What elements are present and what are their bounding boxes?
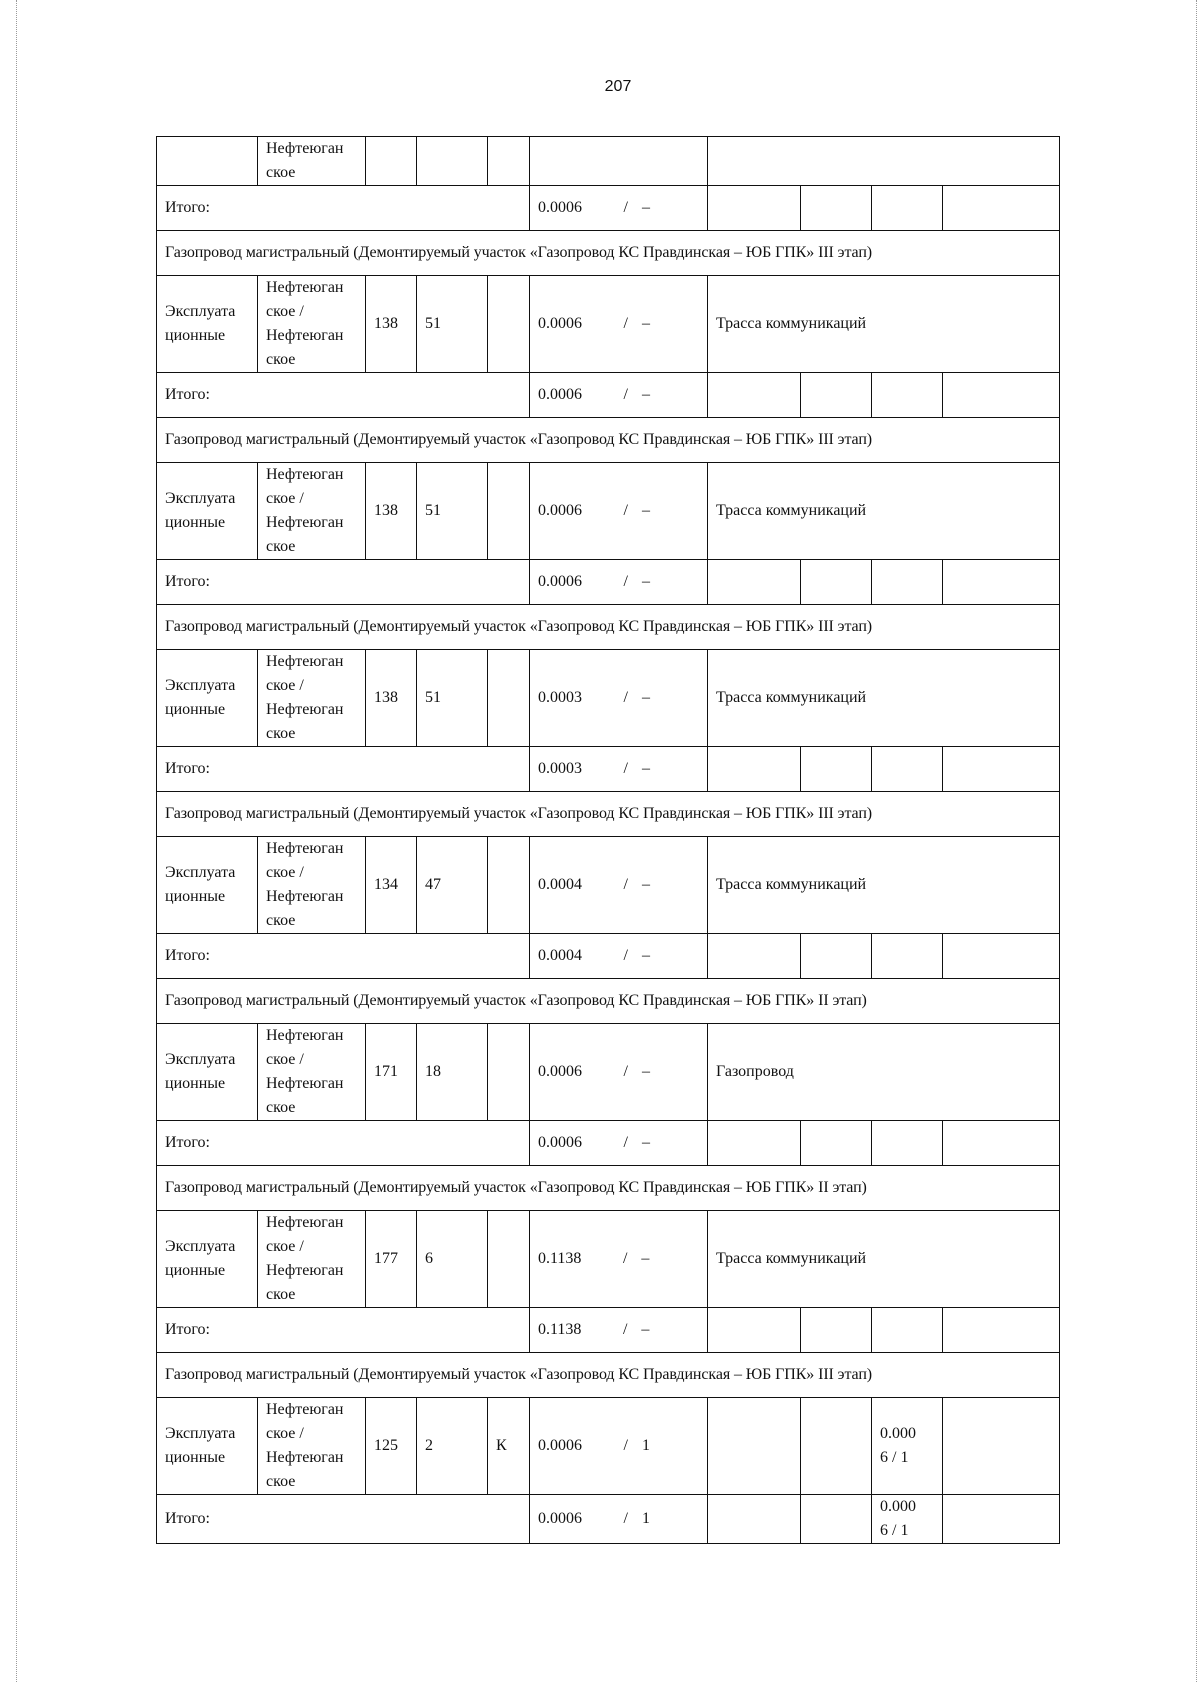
plot-number: 2 <box>417 1398 488 1495</box>
area-cell <box>530 1398 708 1495</box>
total-row <box>157 186 1060 231</box>
section-header-row <box>157 605 1060 650</box>
section-title: Газопровод магистральный (Демонтируемый участок «Газопровод КС Правдинская – ЮБ ГПК» III этап) <box>157 792 1060 837</box>
purpose-cell: Трасса коммуникаций <box>708 650 1060 747</box>
mark-cell: К <box>488 1398 530 1495</box>
area-value: 0.0003 <box>538 689 582 706</box>
district-cell <box>258 650 366 747</box>
plot-number: 51 <box>417 463 488 560</box>
area-cell <box>530 837 708 934</box>
total-label: Итого: <box>157 1495 530 1544</box>
table-row <box>157 650 1060 747</box>
total-row <box>157 747 1060 792</box>
plot-cell <box>417 137 488 186</box>
block-number: 138 <box>366 650 417 747</box>
section-header-row <box>157 979 1060 1024</box>
total-separator: / <box>623 760 628 777</box>
extra-area-text: 0.000 6 / 1 <box>880 1425 916 1466</box>
area-separator: / <box>623 502 628 519</box>
mark-cell <box>488 463 530 560</box>
total-row <box>157 1308 1060 1353</box>
category-cell <box>157 837 258 934</box>
area-separator: / <box>623 1063 628 1080</box>
total-empty-cell <box>801 1495 872 1544</box>
category-text: Эксплуата ционные <box>165 864 236 905</box>
category-cell <box>157 650 258 747</box>
total-empty-cell <box>943 1495 1060 1544</box>
total-empty-cell <box>801 747 872 792</box>
total-area-cell <box>530 1308 708 1353</box>
purpose-cell: Трасса коммуникаций <box>708 463 1060 560</box>
page-number: 207 <box>604 78 632 95</box>
category-cell <box>157 137 258 186</box>
total-empty-cell <box>872 934 943 979</box>
land-plot-table <box>156 136 1060 1544</box>
mark-cell <box>488 137 530 186</box>
category-cell <box>157 1024 258 1121</box>
area-separator: / <box>623 876 628 893</box>
total-empty-cell <box>872 186 943 231</box>
section-header-row <box>157 231 1060 276</box>
total-usage: – <box>642 199 650 216</box>
category-text: Эксплуата ционные <box>165 1425 236 1466</box>
total-empty-cell <box>708 1308 801 1353</box>
area-cell <box>530 137 708 186</box>
block-number: 171 <box>366 1024 417 1121</box>
total-separator: / <box>623 947 628 964</box>
area-cell <box>530 650 708 747</box>
extra-area-cell <box>872 1398 943 1495</box>
scan-edge-left <box>16 0 18 1682</box>
total-usage: – <box>642 947 650 964</box>
total-empty-cell <box>872 747 943 792</box>
district-cell <box>258 1024 366 1121</box>
total-extra-text: 0.000 6 / 1 <box>880 1498 916 1539</box>
district-text: Нефтеюган ское / Нефтеюган ское <box>266 840 344 929</box>
total-empty-cell <box>708 934 801 979</box>
table-body <box>157 137 1060 1544</box>
table-row <box>157 276 1060 373</box>
purpose-cell <box>708 137 1060 186</box>
block-cell <box>366 137 417 186</box>
section-header-row <box>157 418 1060 463</box>
area-value: 0.0006 <box>538 315 582 332</box>
mark-cell <box>488 837 530 934</box>
section-header-row <box>157 1166 1060 1211</box>
total-empty-cell <box>708 373 801 418</box>
district-text: Нефтеюган ское / Нефтеюган ское <box>266 1027 344 1116</box>
total-separator: / <box>623 199 628 216</box>
empty-cell <box>943 1398 1060 1495</box>
empty-cell <box>708 1398 801 1495</box>
total-usage: – <box>642 1134 650 1151</box>
purpose-cell: Трасса коммуникаций <box>708 1211 1060 1308</box>
category-cell <box>157 1211 258 1308</box>
block-number: 134 <box>366 837 417 934</box>
total-empty-cell <box>801 186 872 231</box>
category-text: Эксплуата ционные <box>165 303 236 344</box>
district-text: Нефтеюган ское / Нефтеюган ское <box>266 1401 344 1490</box>
total-area: 0.0004 <box>538 947 582 964</box>
category-cell <box>157 1398 258 1495</box>
district-text: Нефтеюган ское / Нефтеюган ское <box>266 1214 344 1303</box>
area-cell <box>530 463 708 560</box>
area-value: 0.0006 <box>538 1437 582 1454</box>
total-label: Итого: <box>157 373 530 418</box>
usage-value: – <box>642 689 650 706</box>
total-area-cell <box>530 560 708 605</box>
section-title: Газопровод магистральный (Демонтируемый участок «Газопровод КС Правдинская – ЮБ ГПК» II этап) <box>157 979 1060 1024</box>
district-cell <box>258 463 366 560</box>
area-cell <box>530 1024 708 1121</box>
total-separator: / <box>623 1134 628 1151</box>
area-separator: / <box>623 1437 628 1454</box>
total-area-cell <box>530 747 708 792</box>
block-number: 177 <box>366 1211 417 1308</box>
purpose-cell: Газопровод <box>708 1024 1060 1121</box>
district-cell <box>258 137 366 186</box>
plot-number: 51 <box>417 276 488 373</box>
district-cell <box>258 1398 366 1495</box>
section-title: Газопровод магистральный (Демонтируемый участок «Газопровод КС Правдинская – ЮБ ГПК» III этап) <box>157 1353 1060 1398</box>
total-empty-cell <box>708 186 801 231</box>
table-row <box>157 1211 1060 1308</box>
usage-value: 1 <box>642 1437 650 1454</box>
total-empty-cell <box>943 560 1060 605</box>
block-number: 138 <box>366 276 417 373</box>
plot-number: 47 <box>417 837 488 934</box>
district-cell <box>258 837 366 934</box>
total-empty-cell <box>872 1121 943 1166</box>
total-area-cell <box>530 373 708 418</box>
total-usage: – <box>642 760 650 777</box>
category-cell <box>157 276 258 373</box>
table-row <box>157 1398 1060 1495</box>
total-area: 0.0006 <box>538 199 582 216</box>
total-empty-cell <box>708 1121 801 1166</box>
total-empty-cell <box>708 1495 801 1544</box>
total-empty-cell <box>943 747 1060 792</box>
usage-value: – <box>642 502 650 519</box>
area-cell <box>530 1211 708 1308</box>
district-text: Нефтеюган ское <box>266 140 344 181</box>
district-cell <box>258 276 366 373</box>
block-number: 125 <box>366 1398 417 1495</box>
district-cell <box>258 1211 366 1308</box>
total-area: 0.0006 <box>538 386 582 403</box>
total-label: Итого: <box>157 1308 530 1353</box>
area-value: 0.0006 <box>538 1063 582 1080</box>
total-row <box>157 934 1060 979</box>
area-value: 0.0004 <box>538 876 582 893</box>
total-empty-cell <box>943 1308 1060 1353</box>
total-area: 0.1138 <box>538 1321 582 1338</box>
scan-edge-right <box>1196 0 1198 1682</box>
total-label: Итого: <box>157 186 530 231</box>
total-label: Итого: <box>157 747 530 792</box>
mark-cell <box>488 650 530 747</box>
empty-cell <box>801 1398 872 1495</box>
category-text: Эксплуата ционные <box>165 1051 236 1092</box>
plot-number: 51 <box>417 650 488 747</box>
category-text: Эксплуата ционные <box>165 1238 236 1279</box>
usage-value: – <box>642 1063 650 1080</box>
total-area: 0.0003 <box>538 760 582 777</box>
total-label: Итого: <box>157 560 530 605</box>
total-row <box>157 560 1060 605</box>
purpose-cell: Трасса коммуникаций <box>708 837 1060 934</box>
total-empty-cell <box>943 186 1060 231</box>
usage-value: – <box>642 315 650 332</box>
total-row <box>157 1495 1060 1544</box>
total-empty-cell <box>943 1121 1060 1166</box>
area-value: 0.1138 <box>538 1250 582 1267</box>
plot-number: 18 <box>417 1024 488 1121</box>
table-row-continuation <box>157 137 1060 186</box>
total-usage: 1 <box>642 1510 650 1527</box>
total-empty-cell <box>872 373 943 418</box>
total-separator: / <box>623 1510 628 1527</box>
total-separator: / <box>623 573 628 590</box>
total-label: Итого: <box>157 934 530 979</box>
block-number: 138 <box>366 463 417 560</box>
total-usage: – <box>642 573 650 590</box>
mark-cell <box>488 276 530 373</box>
total-extra-cell <box>872 1495 943 1544</box>
total-empty-cell <box>943 373 1060 418</box>
total-empty-cell <box>801 560 872 605</box>
total-row <box>157 373 1060 418</box>
total-area-cell <box>530 1495 708 1544</box>
district-text: Нефтеюган ское / Нефтеюган ское <box>266 466 344 555</box>
total-area-cell <box>530 934 708 979</box>
total-empty-cell <box>801 1308 872 1353</box>
usage-value: – <box>642 876 650 893</box>
total-empty-cell <box>801 1121 872 1166</box>
total-empty-cell <box>872 1308 943 1353</box>
district-text: Нефтеюган ское / Нефтеюган ское <box>266 653 344 742</box>
area-separator: / <box>622 1250 628 1267</box>
total-empty-cell <box>708 560 801 605</box>
total-separator: / <box>622 1321 628 1338</box>
total-usage: – <box>642 386 650 403</box>
mark-cell <box>488 1024 530 1121</box>
total-usage: – <box>641 1321 650 1338</box>
table-row <box>157 1024 1060 1121</box>
section-header-row <box>157 792 1060 837</box>
total-empty-cell <box>872 560 943 605</box>
mark-cell <box>488 1211 530 1308</box>
total-area-cell <box>530 186 708 231</box>
section-title: Газопровод магистральный (Демонтируемый участок «Газопровод КС Правдинская – ЮБ ГПК» II этап) <box>157 1166 1060 1211</box>
usage-value: – <box>641 1250 650 1267</box>
total-label: Итого: <box>157 1121 530 1166</box>
section-title: Газопровод магистральный (Демонтируемый участок «Газопровод КС Правдинская – ЮБ ГПК» III этап) <box>157 605 1060 650</box>
district-text: Нефтеюган ское / Нефтеюган ское <box>266 279 344 368</box>
total-area: 0.0006 <box>538 1134 582 1151</box>
total-empty-cell <box>801 934 872 979</box>
section-header-row <box>157 1353 1060 1398</box>
section-title: Газопровод магистральный (Демонтируемый участок «Газопровод КС Правдинская – ЮБ ГПК» III этап) <box>157 231 1060 276</box>
total-empty-cell <box>801 373 872 418</box>
purpose-cell: Трасса коммуникаций <box>708 276 1060 373</box>
total-separator: / <box>623 386 628 403</box>
section-title: Газопровод магистральный (Демонтируемый участок «Газопровод КС Правдинская – ЮБ ГПК» III этап) <box>157 418 1060 463</box>
total-area-cell <box>530 1121 708 1166</box>
total-row <box>157 1121 1060 1166</box>
total-empty-cell <box>708 747 801 792</box>
area-separator: / <box>623 315 628 332</box>
table-row <box>157 463 1060 560</box>
area-cell <box>530 276 708 373</box>
total-area: 0.0006 <box>538 573 582 590</box>
category-cell <box>157 463 258 560</box>
total-area: 0.0006 <box>538 1510 582 1527</box>
plot-number: 6 <box>417 1211 488 1308</box>
category-text: Эксплуата ционные <box>165 677 236 718</box>
area-separator: / <box>623 689 628 706</box>
total-empty-cell <box>943 934 1060 979</box>
category-text: Эксплуата ционные <box>165 490 236 531</box>
table-row <box>157 837 1060 934</box>
area-value: 0.0006 <box>538 502 582 519</box>
